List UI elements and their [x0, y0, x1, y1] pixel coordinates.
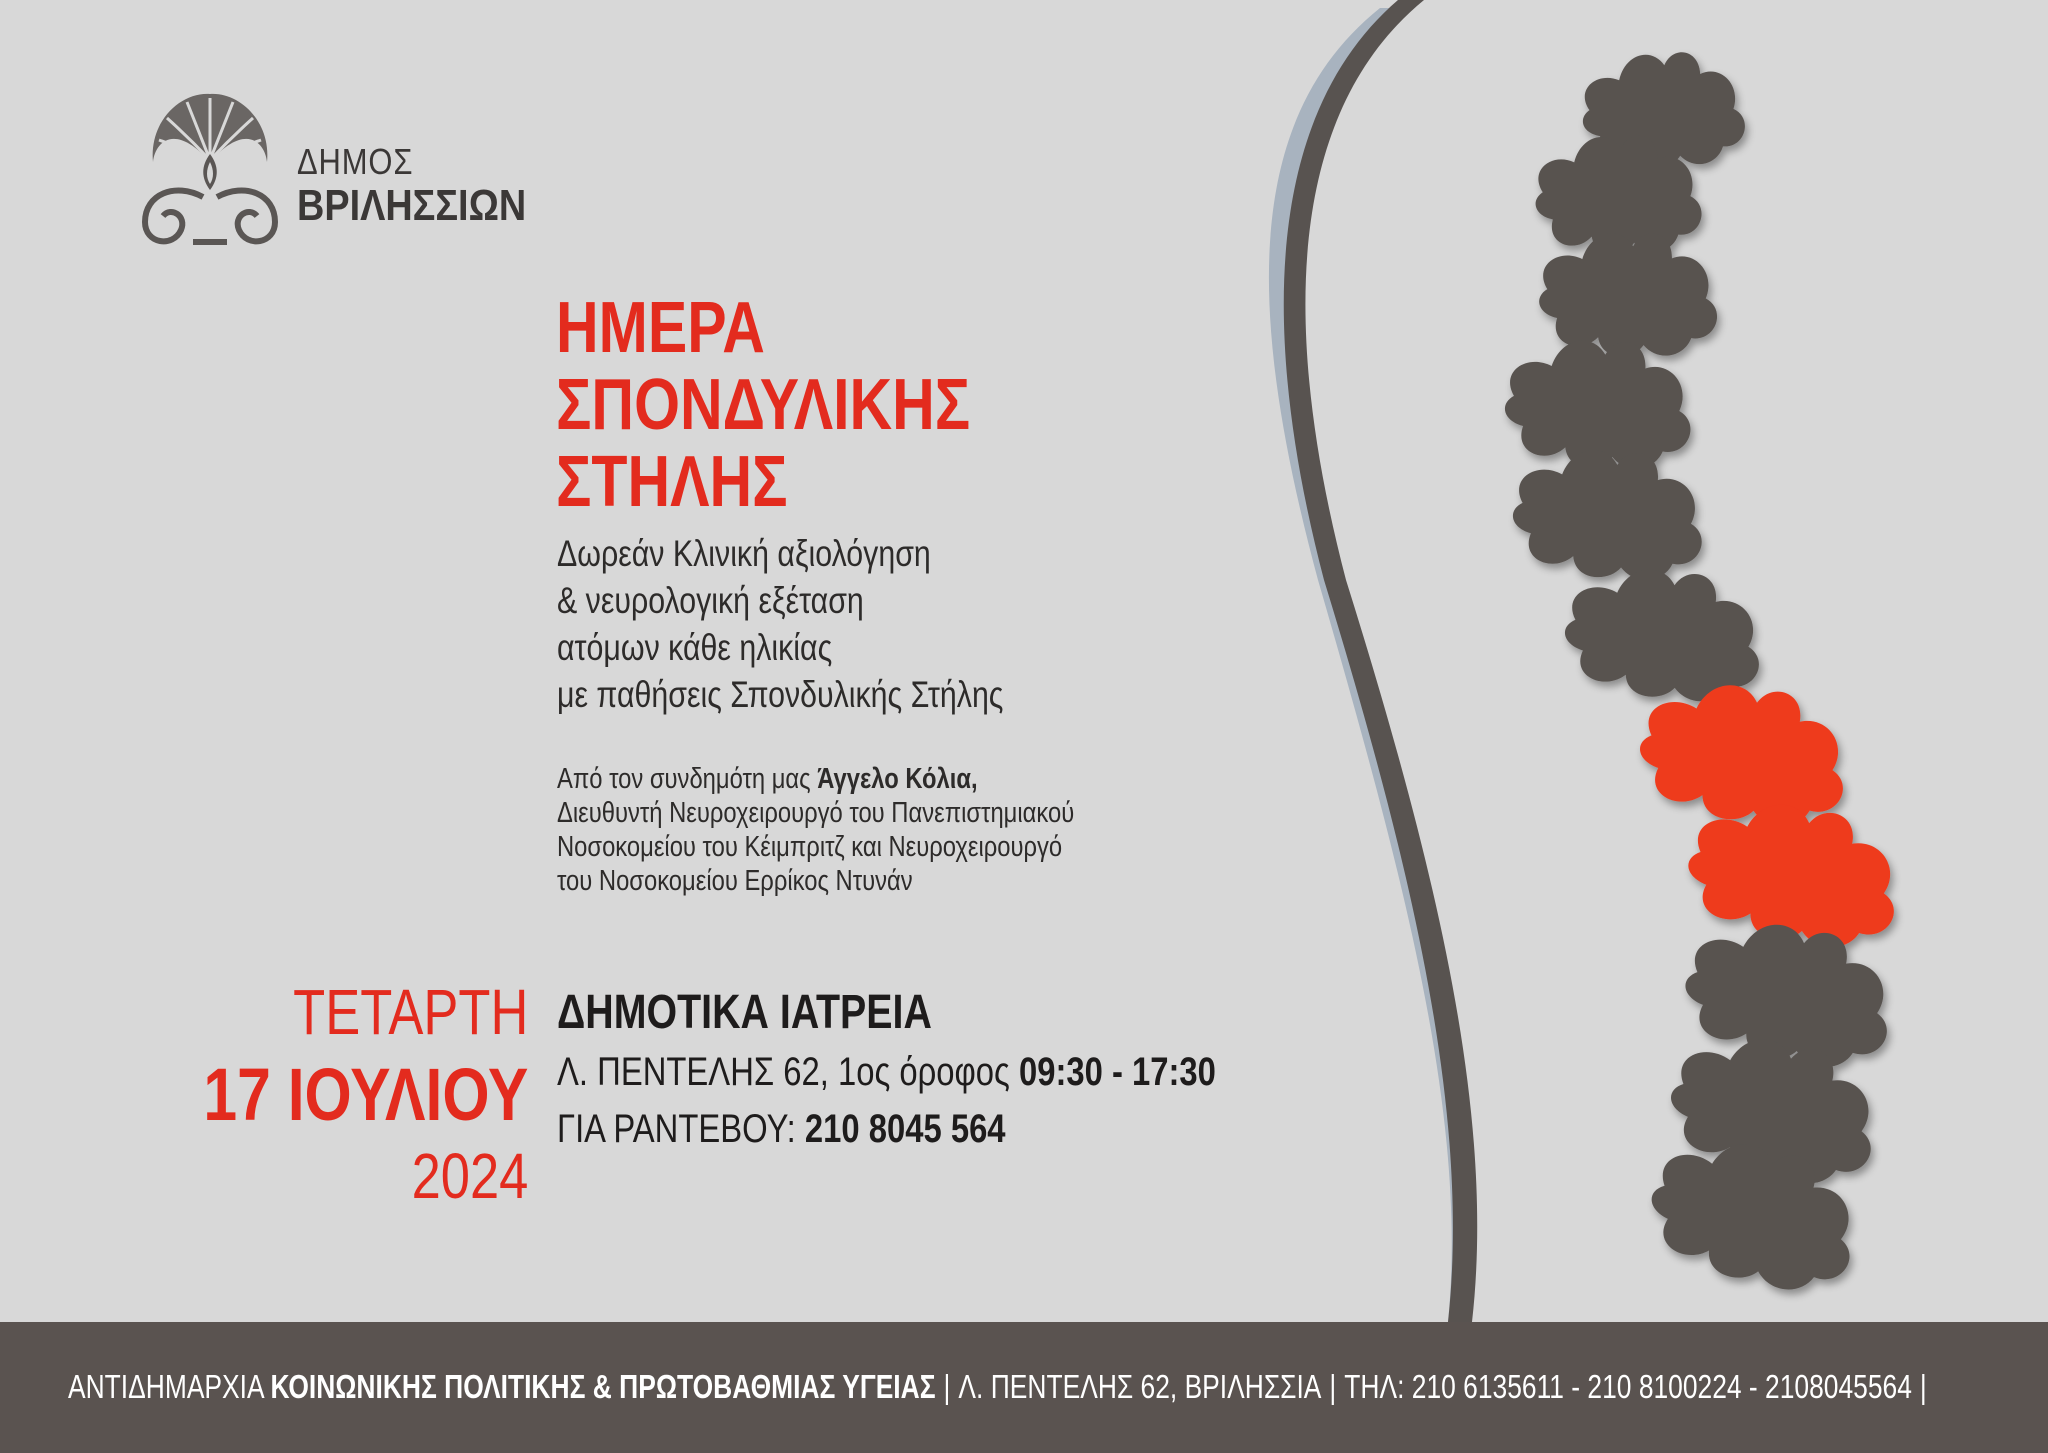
vertebra-highlighted	[1635, 679, 1849, 830]
event-title	[556, 290, 1061, 521]
footer-separator: |	[1329, 1368, 1337, 1405]
venue-address-line	[557, 1050, 1216, 1095]
footer-separator: |	[943, 1368, 951, 1405]
venue-name: ΔΗΜΟΤΙΚΑ ΙΑΤΡΕΙΑ	[557, 986, 932, 1039]
footer-phones: ΤΗΛ: 210 6135611 - 210 8100224 - 2108045564	[1344, 1368, 1912, 1405]
footer-address: Λ. ΠΕΝΤΕΛΗΣ 62, ΒΡΙΛΗΣΣΙΑ	[958, 1368, 1322, 1405]
venue-hours: 09:30 - 17:30	[1018, 1050, 1216, 1094]
event-description	[557, 530, 1101, 718]
footer-bar	[0, 1322, 2048, 1453]
doctor-line3: Νοσοκομείου του Κέιμπριτζ και Νευροχειρουργό	[557, 831, 1063, 863]
title-line2: ΣΠΟΝΔΥΛΙΚΗΣ	[556, 365, 971, 445]
footer-separator: |	[1919, 1368, 1927, 1405]
footer-department: ΚΟΙΝΩΝΙΚΗΣ ΠΟΛΙΤΙΚΗΣ & ΠΡΩΤΟΒΑΘΜΙΑΣ ΥΓΕΙΑΣ	[270, 1368, 936, 1405]
vertebra	[1563, 567, 1762, 704]
doctor-line2: Διευθυντή Νευροχειρουργό του Πανεπιστημιακού	[557, 797, 1075, 829]
logo-line1: ΔΗΜΟΣ	[297, 141, 414, 182]
municipality-logo	[135, 82, 555, 252]
doctor-info	[557, 762, 1188, 898]
footer-text	[68, 1368, 1935, 1406]
vertebra	[1678, 916, 1896, 1073]
date-day-month: 17 ΙΟΥΛΙΟΥ	[202, 1053, 528, 1136]
title-line3: ΣΤΗΛΗΣ	[556, 442, 788, 522]
description-line1: Δωρεάν Κλινική αξιολόγηση	[557, 533, 931, 574]
title-line1: ΗΜΕΡΑ	[556, 288, 765, 368]
logo-text	[297, 141, 564, 230]
description-line4: με παθήσεις Σπονδυλικής Στήλης	[557, 674, 1004, 715]
footer-prefix: ΑΝΤΙΔΗΜΑΡΧΙΑ	[68, 1368, 271, 1405]
doctor-line1	[557, 762, 1074, 796]
vertebra	[1513, 450, 1702, 580]
venue-address: Λ. ΠΕΝΤΕΛΗΣ 62, 1ος όροφος	[557, 1050, 1019, 1094]
palmette-icon	[135, 82, 285, 252]
logo-line2: ΒΡΙΛΗΣΣΙΩΝ	[297, 181, 527, 230]
description-line3: ατόμων κάθε ηλικίας	[557, 627, 833, 668]
description-line2: & νευρολογική εξέταση	[557, 580, 864, 621]
event-date	[132, 976, 528, 1212]
appointment-phone: 210 8045 564	[804, 1107, 1006, 1151]
doctor-intro: Από τον συνδημότη μας	[557, 763, 818, 795]
doctor-name: Άγγελο Κόλια,	[817, 763, 978, 795]
appointment-label: ΓΙΑ ΡΑΝΤΕΒΟΥ:	[557, 1107, 805, 1151]
doctor-line4: του Νοσοκομείου Ερρίκος Ντυνάν	[557, 865, 913, 897]
venue-info	[557, 985, 1361, 1152]
appointment-line	[557, 1107, 1216, 1152]
date-year: 2024	[411, 1140, 528, 1212]
date-weekday: ΤΕΤΑΡΤΗ	[292, 976, 528, 1048]
